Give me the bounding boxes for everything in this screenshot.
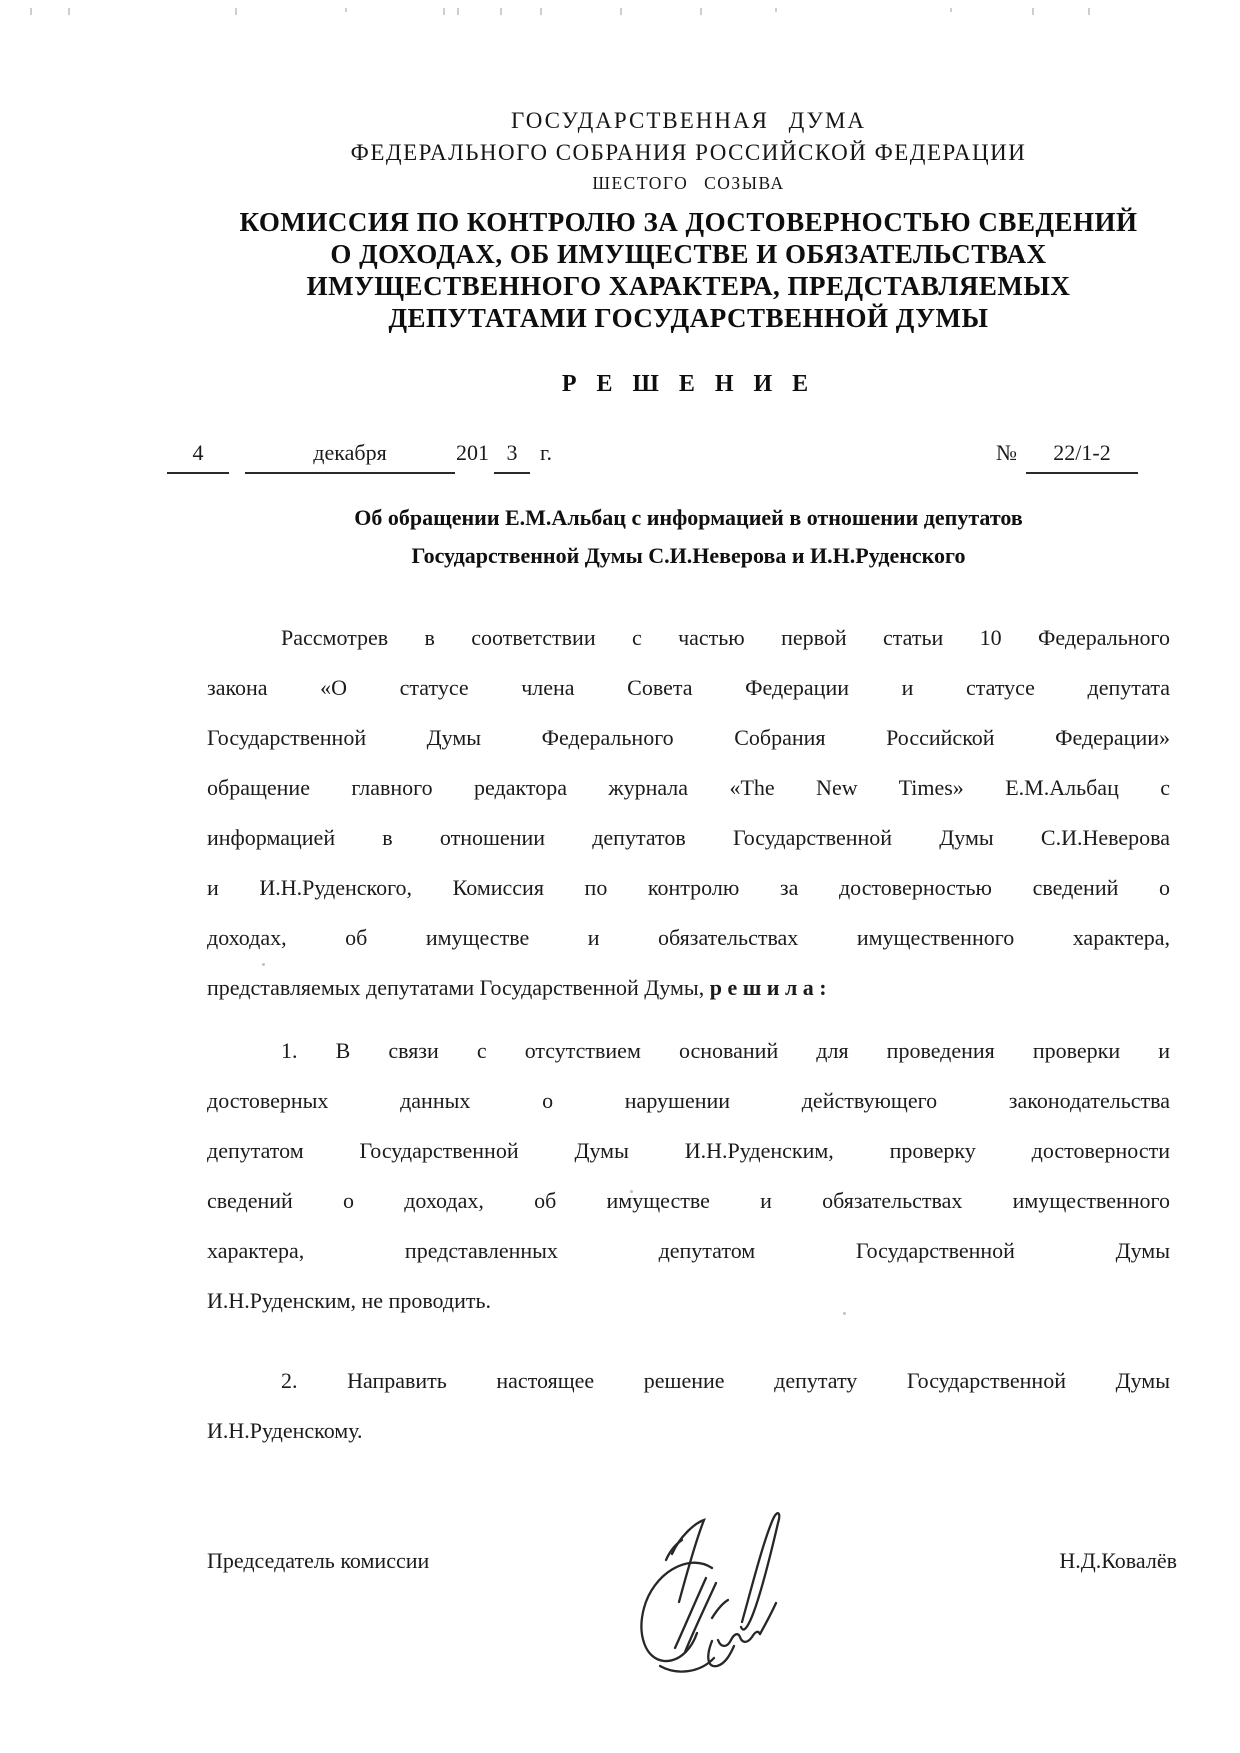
date-month: декабря [313,440,387,465]
paragraph-line: характера, представленных депутатом Государственной Думы [207,1238,1170,1263]
date-day: 4 [192,440,204,465]
paragraph-line: Государственной Думы Федерального Собрания Российской Федерации» [207,725,1170,750]
paragraph-item-1 [207,1026,1170,1326]
date-day-underline [167,472,229,474]
paragraph-preamble [207,613,1170,1013]
org-convocation-line: ШЕСТОГО СОЗЫВА [592,173,785,193]
paragraph-line: информацией в отношении депутатов Государственной Думы С.И.Неверова [207,825,1170,850]
subject-line: Государственной Думы С.И.Неверова и И.Н.Руденского [411,543,966,568]
paragraph-line: представляемых депутатами Государственной Думы, р е ш и л а : [207,975,827,1000]
paragraph-line: И.Н.Руденскому. [207,1418,363,1443]
commission-title-line: КОМИССИЯ ПО КОНТРОЛЮ ЗА ДОСТОВЕРНОСТЬЮ СВЕДЕНИЙ [239,207,1138,237]
signer-role: Председатель комиссии [207,1548,430,1573]
subject-line: Об обращении Е.М.Альбац с информацией в отношении депутатов [354,505,1023,530]
paragraph-line: доходах, об имуществе и обязательствах имущественного характера, [207,925,1170,950]
paragraph-line: сведений о доходах, об имуществе и обязательствах имущественного [207,1188,1170,1213]
paragraph-line: обращение главного редактора журнала «The New Times» Е.М.Альбац с [207,775,1170,800]
paragraph-item-2 [207,1356,1170,1456]
signer-name: Н.Д.Ковалёв [1059,1548,1177,1573]
date-month-underline [245,472,455,474]
subject-heading [207,499,1170,575]
handwritten-signature [600,1490,800,1690]
paragraph-line: 1. В связи с отсутствием оснований для проведения проверки и [281,1038,1170,1063]
commission-title [185,206,1192,334]
org-name-line1: ГОСУДАРСТВЕННАЯ ДУМА [511,108,866,133]
paragraph-line: 2. Направить настоящее решение депутату Государственной Думы [281,1368,1170,1393]
date-year-suffix: 3 [506,440,518,465]
date-year-underline [494,472,530,474]
commission-title-line: ИМУЩЕСТВЕННОГО ХАРАКТЕРА, ПРЕДСТАВЛЯЕМЫХ [306,271,1071,301]
document-number-underline [1026,472,1138,474]
paragraph-line: И.Н.Руденским, не проводить. [207,1288,492,1313]
date-year-prefix: 201 [456,440,489,465]
paragraph-line: достоверных данных о нарушении действующего законодательства [207,1088,1170,1113]
date-year-label: г. [540,440,553,465]
commission-title-line: О ДОХОДАХ, ОБ ИМУЩЕСТВЕ И ОБЯЗАТЕЛЬСТВАХ [330,239,1047,269]
paragraph-line: депутатом Государственной Думы И.Н.Руденским, проверку достоверности [207,1138,1170,1163]
number-sign: № [996,440,1017,465]
paragraph-line: и И.Н.Руденского, Комиссия по контролю за достоверностью сведений о [207,875,1170,900]
paragraph-line: Рассмотрев в соответствии с частью первой статьи 10 Федерального [281,625,1170,650]
document-number: 22/1-2 [1053,440,1111,465]
org-name-line2: ФЕДЕРАЛЬНОГО СОБРАНИЯ РОССИЙСКОЙ ФЕДЕРАЦИИ [350,140,1027,165]
paragraph-line: закона «О статусе члена Совета Федерации и статусе депутата [207,675,1170,700]
document-type-heading: Р Е Ш Е Н И Е [561,371,816,397]
commission-title-line: ДЕПУТАТАМИ ГОСУДАРСТВЕННОЙ ДУМЫ [388,303,989,333]
